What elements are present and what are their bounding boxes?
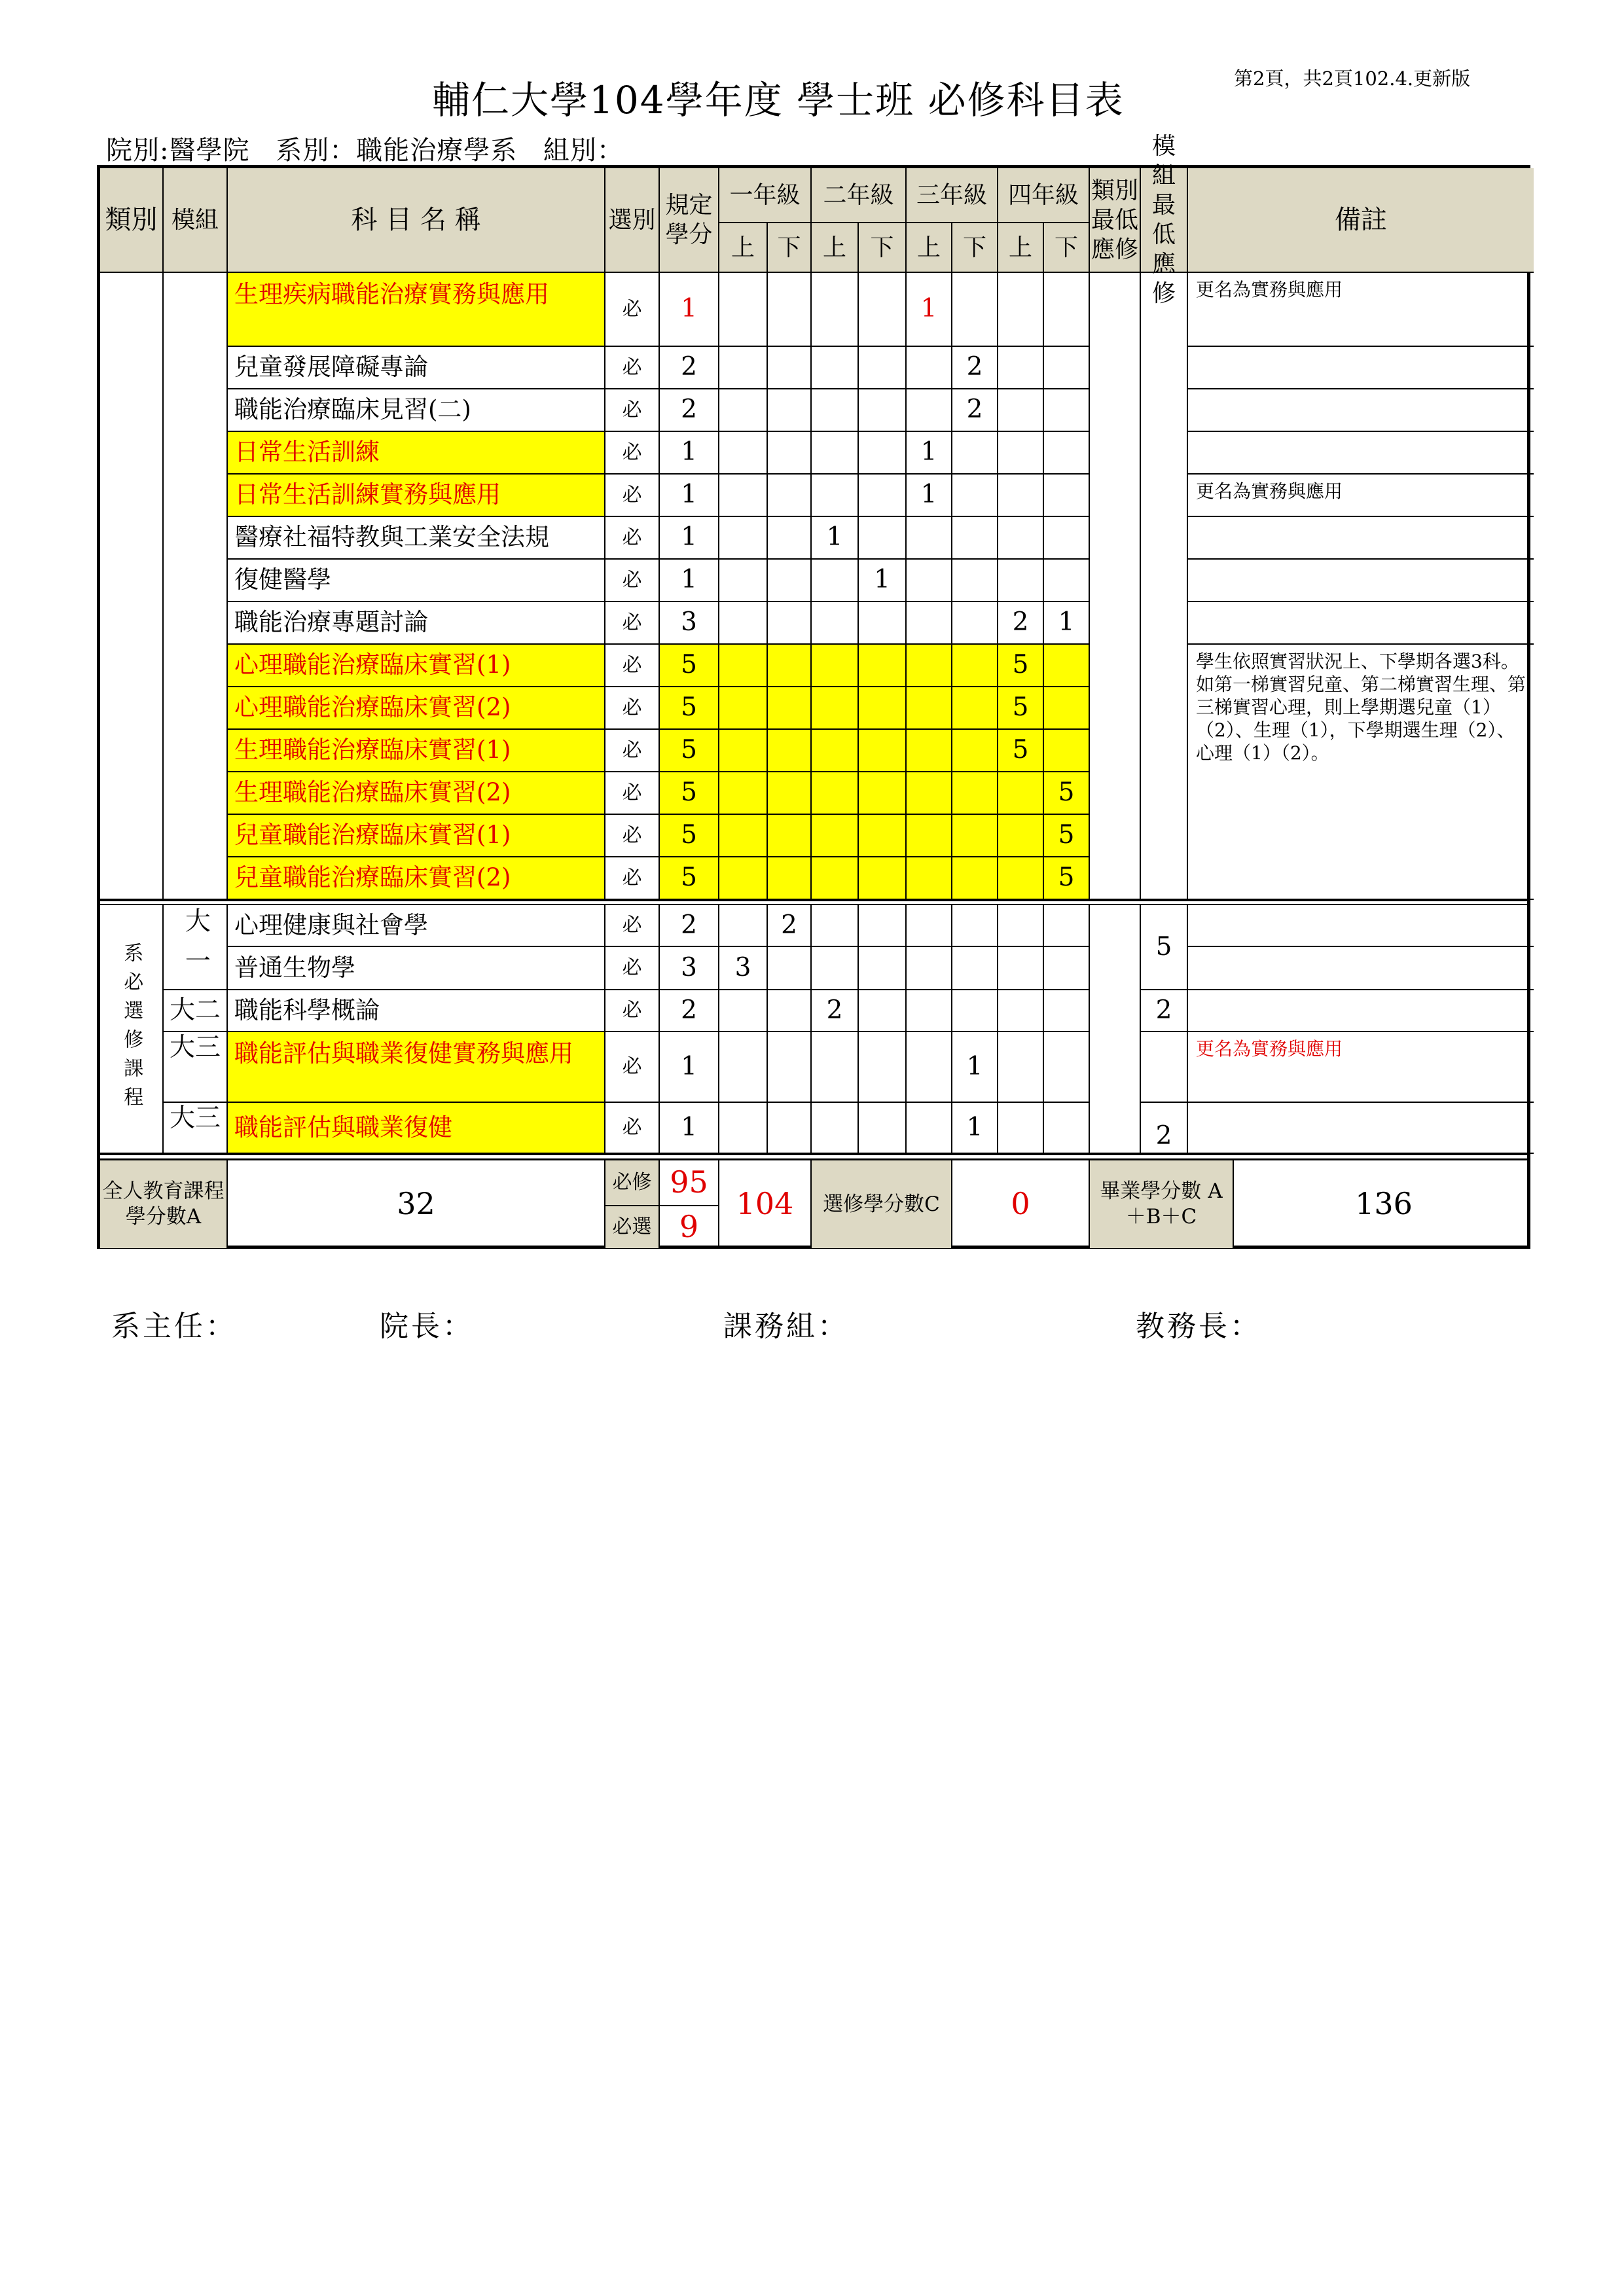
- semester-credit-cell: 2: [952, 347, 998, 389]
- semester-credit-cell: [952, 772, 998, 815]
- semester-credit-cell: [719, 560, 768, 602]
- elective-note: [1188, 1103, 1534, 1154]
- semester-credit-cell: 1: [907, 432, 952, 475]
- semester-credit-cell: [998, 1032, 1044, 1103]
- graduation-credits-value: 136: [1355, 1186, 1413, 1222]
- semester-credit-cell: [719, 389, 768, 432]
- course-credits: 5: [660, 857, 719, 900]
- semester-credit-cell: [859, 687, 907, 730]
- semester-credit-cell: 5: [1044, 815, 1090, 857]
- semester-credit-cell: [1044, 687, 1090, 730]
- signature-dept-head: 系主任：: [111, 1310, 237, 1343]
- module-min-blank: [1141, 273, 1188, 900]
- course-choice: 必: [605, 560, 660, 602]
- elective-module-year1: 大一: [164, 905, 228, 990]
- course-choice: 必: [605, 347, 660, 389]
- semester-credit-cell: [998, 560, 1044, 602]
- semester-credit-cell: [998, 432, 1044, 475]
- course-note: [1188, 602, 1534, 645]
- semester-credit-cell: [859, 273, 907, 347]
- semester-credit-cell: [859, 905, 907, 947]
- semester-credit-cell: [812, 602, 859, 645]
- course-choice: 必: [605, 1103, 660, 1154]
- internship-note: 學生依照實習狀況上、下學期各選3科。如第一梯實習兒童、第二梯實習生理、第三梯實習心理，則上學期選兒童（1）（2）、生理（1），下學期選生理（2）、心理（1）（2）。: [1188, 645, 1534, 900]
- course-choice: 必: [605, 772, 660, 815]
- elective-type-label: 系必選修課程: [100, 905, 164, 1154]
- semester-credit-cell: [812, 1032, 859, 1103]
- course-credits: 1: [660, 273, 719, 347]
- semester-credit-cell: [768, 1032, 812, 1103]
- graduation-credits-label: 畢業學分數 A＋B＋C: [1090, 1160, 1234, 1248]
- elective-module-min: 2: [1141, 990, 1188, 1032]
- semester-credit-cell: [907, 1032, 952, 1103]
- header-course-name: 科 目 名 稱: [228, 168, 605, 273]
- course-name: 醫療社福特教與工業安全法規: [228, 517, 605, 560]
- semester-credit-cell: [719, 602, 768, 645]
- header-credits: 規定學分: [660, 168, 719, 273]
- course-credits: 1: [660, 475, 719, 517]
- course-choice: 必: [605, 273, 660, 347]
- semester-credit-cell: [907, 389, 952, 432]
- course-note: 更名為實務與應用: [1188, 273, 1534, 347]
- course-credits: 2: [660, 905, 719, 947]
- course-credits: 3: [660, 602, 719, 645]
- course-note: [1188, 347, 1534, 389]
- semester-credit-cell: [768, 947, 812, 990]
- semester-credit-cell: [719, 347, 768, 389]
- semester-credit-cell: [998, 347, 1044, 389]
- semester-credit-cell: [998, 517, 1044, 560]
- course-note: [1188, 432, 1534, 475]
- course-choice: 必: [605, 517, 660, 560]
- semester-credit-cell: [812, 857, 859, 900]
- course-name: 生理疾病職能治療實務與應用: [228, 273, 605, 347]
- semester-credit-cell: [812, 389, 859, 432]
- semester-credit-cell: [812, 730, 859, 772]
- course-note: [1188, 389, 1534, 432]
- semester-credit-cell: [719, 645, 768, 687]
- course-credits: 1: [660, 517, 719, 560]
- course-name: 職能治療臨床見習(二): [228, 389, 605, 432]
- course-credits: 2: [660, 990, 719, 1032]
- semester-credit-cell: [812, 947, 859, 990]
- header-type-min: 類別最低應修: [1090, 168, 1141, 273]
- semester-credit-cell: [1044, 475, 1090, 517]
- required-elective-label: 必選: [605, 1206, 660, 1248]
- course-choice: 必: [605, 815, 660, 857]
- elective-credits-label: 選修學分數C: [812, 1160, 952, 1248]
- semester-credit-cell: [952, 432, 998, 475]
- semester-credit-cell: [1044, 389, 1090, 432]
- elective-type-min-blank: [1090, 905, 1141, 1154]
- course-choice: 必: [605, 1032, 660, 1103]
- semester-credit-cell: [1044, 947, 1090, 990]
- course-name: 職能評估與職業復健實務與應用: [228, 1032, 605, 1103]
- semester-credit-cell: [859, 517, 907, 560]
- section-separator: [100, 900, 1527, 905]
- course-name: 日常生活訓練實務與應用: [228, 475, 605, 517]
- semester-credit-cell: [859, 1103, 907, 1154]
- semester-credit-cell: [907, 347, 952, 389]
- semester-credit-cell: 1: [1044, 602, 1090, 645]
- course-name: 心理職能治療臨床實習(2): [228, 687, 605, 730]
- header-choice: 選別: [605, 168, 660, 273]
- course-name: 日常生活訓練: [228, 432, 605, 475]
- semester-credit-cell: [1044, 273, 1090, 347]
- semester-credit-cell: [1044, 560, 1090, 602]
- header-remarks: 備註: [1188, 168, 1534, 273]
- elective-note: 更名為實務與應用: [1188, 1032, 1534, 1103]
- semester-credit-cell: [859, 947, 907, 990]
- course-choice: 必: [605, 645, 660, 687]
- semester-credit-cell: [859, 645, 907, 687]
- elective-note: [1188, 905, 1534, 947]
- semester-credit-cell: [952, 560, 998, 602]
- semester-credit-cell: [952, 517, 998, 560]
- page-title: 輔仁大學104學年度 學士班 必修科目表: [432, 78, 1125, 122]
- semester-credit-cell: [768, 772, 812, 815]
- semester-credit-cell: [768, 389, 812, 432]
- college-label: 院別:醫學院: [106, 135, 250, 166]
- subtitle: [106, 130, 641, 167]
- semester-credit-cell: [998, 772, 1044, 815]
- semester-credit-cell: [768, 1103, 812, 1154]
- course-name: 生理職能治療臨床實習(2): [228, 772, 605, 815]
- header-sem-up: 上: [812, 223, 859, 273]
- course-credits: 1: [660, 1103, 719, 1154]
- semester-credit-cell: [859, 475, 907, 517]
- semester-credit-cell: [768, 517, 812, 560]
- course-choice: 必: [605, 602, 660, 645]
- course-credits: 1: [660, 1032, 719, 1103]
- semester-credit-cell: [907, 1103, 952, 1154]
- course-name: 職能科學概論: [228, 990, 605, 1032]
- header-year-4: 四年級: [998, 168, 1090, 223]
- header-year-3: 三年級: [907, 168, 998, 223]
- semester-credit-cell: [907, 517, 952, 560]
- semester-credit-cell: [768, 432, 812, 475]
- elective-module-min-blank: [1141, 1032, 1188, 1103]
- semester-credit-cell: [1044, 730, 1090, 772]
- semester-credit-cell: [859, 815, 907, 857]
- semester-credit-cell: 5: [998, 645, 1044, 687]
- header-sem-up: 上: [719, 223, 768, 273]
- required-value: 95: [660, 1160, 719, 1206]
- course-choice: 必: [605, 389, 660, 432]
- semester-credit-cell: 5: [1044, 857, 1090, 900]
- semester-credit-cell: [719, 990, 768, 1032]
- header-year-1: 一年級: [719, 168, 812, 223]
- course-note: [1188, 560, 1534, 602]
- semester-credit-cell: 2: [952, 389, 998, 432]
- semester-credit-cell: [812, 432, 859, 475]
- semester-credit-cell: [859, 602, 907, 645]
- course-name: 職能評估與職業復健: [228, 1103, 605, 1154]
- semester-credit-cell: [998, 273, 1044, 347]
- semester-credit-cell: 5: [998, 687, 1044, 730]
- semester-credit-cell: [907, 772, 952, 815]
- semester-credit-cell: 5: [1044, 772, 1090, 815]
- semester-credit-cell: [812, 475, 859, 517]
- page-info: 第2頁，共2頁102.4.更新版: [1234, 67, 1471, 90]
- semester-credit-cell: [998, 1103, 1044, 1154]
- course-choice: 必: [605, 947, 660, 990]
- course-name: 兒童職能治療臨床實習(1): [228, 815, 605, 857]
- type-column-blank: [100, 273, 164, 900]
- semester-credit-cell: [719, 905, 768, 947]
- semester-credit-cell: [812, 687, 859, 730]
- general-credits-label: 全人教育課程學分數A: [100, 1160, 228, 1248]
- course-note: [1188, 517, 1534, 560]
- semester-credit-cell: [952, 905, 998, 947]
- semester-credit-cell: [952, 602, 998, 645]
- semester-credit-cell: [859, 857, 907, 900]
- required-label: 必修: [605, 1160, 660, 1206]
- signature-course-office: 課務組：: [723, 1310, 849, 1343]
- semester-credit-cell: [1044, 432, 1090, 475]
- semester-credit-cell: 2: [812, 990, 859, 1032]
- summary-separator: [100, 1154, 1527, 1160]
- semester-credit-cell: [859, 990, 907, 1032]
- header-type: 類別: [100, 168, 164, 273]
- elective-note: [1188, 990, 1534, 1032]
- semester-credit-cell: [768, 990, 812, 1032]
- semester-credit-cell: [859, 772, 907, 815]
- course-credits: 1: [660, 432, 719, 475]
- semester-credit-cell: [1044, 905, 1090, 947]
- semester-credit-cell: 1: [859, 560, 907, 602]
- semester-credit-cell: [812, 560, 859, 602]
- semester-credit-cell: [719, 1103, 768, 1154]
- semester-credit-cell: [719, 475, 768, 517]
- semester-credit-cell: [907, 687, 952, 730]
- module-column-blank: [164, 273, 228, 900]
- course-choice: 必: [605, 990, 660, 1032]
- semester-credit-cell: [768, 347, 812, 389]
- course-choice: 必: [605, 857, 660, 900]
- course-name: 普通生物學: [228, 947, 605, 990]
- semester-credit-cell: [907, 815, 952, 857]
- semester-credit-cell: [768, 602, 812, 645]
- elective-note: [1188, 947, 1534, 990]
- course-name: 職能治療專題討論: [228, 602, 605, 645]
- semester-credit-cell: [998, 389, 1044, 432]
- semester-credit-cell: [812, 815, 859, 857]
- semester-credit-cell: [952, 815, 998, 857]
- dept-total-credits: 104: [719, 1160, 812, 1248]
- course-choice: 必: [605, 905, 660, 947]
- header-module: 模組: [164, 168, 228, 273]
- semester-credit-cell: [768, 815, 812, 857]
- elective-module-year3: 大三: [164, 1103, 228, 1154]
- semester-credit-cell: [998, 815, 1044, 857]
- semester-credit-cell: [907, 560, 952, 602]
- course-credits: 3: [660, 947, 719, 990]
- semester-credit-cell: [719, 1032, 768, 1103]
- header-sem-up: 上: [998, 223, 1044, 273]
- elective-module-year2: 大二: [164, 990, 228, 1032]
- course-choice: 必: [605, 475, 660, 517]
- semester-credit-cell: [768, 273, 812, 347]
- semester-credit-cell: [907, 645, 952, 687]
- semester-credit-cell: [719, 815, 768, 857]
- header-sem-down: 下: [1044, 223, 1090, 273]
- semester-credit-cell: [952, 990, 998, 1032]
- semester-credit-cell: [1044, 347, 1090, 389]
- semester-credit-cell: [719, 857, 768, 900]
- semester-credit-cell: [719, 772, 768, 815]
- semester-credit-cell: 1: [952, 1032, 998, 1103]
- semester-credit-cell: [719, 687, 768, 730]
- semester-credit-cell: [907, 602, 952, 645]
- elective-module-year3: 大三: [164, 1032, 228, 1103]
- semester-credit-cell: [907, 905, 952, 947]
- semester-credit-cell: [719, 432, 768, 475]
- semester-credit-cell: 3: [719, 947, 768, 990]
- semester-credit-cell: [768, 645, 812, 687]
- semester-credit-cell: [719, 730, 768, 772]
- course-name: 心理職能治療臨床實習(1): [228, 645, 605, 687]
- header-year-2: 二年級: [812, 168, 907, 223]
- semester-credit-cell: [768, 857, 812, 900]
- signature-dean: 院長：: [380, 1310, 474, 1343]
- header-sem-down: 下: [952, 223, 998, 273]
- semester-credit-cell: 2: [998, 602, 1044, 645]
- semester-credit-cell: [719, 517, 768, 560]
- course-credits: 5: [660, 645, 719, 687]
- semester-credit-cell: [812, 905, 859, 947]
- dept-label: 系別：職能治療學系: [276, 135, 518, 166]
- semester-credit-cell: [952, 645, 998, 687]
- semester-credit-cell: [952, 475, 998, 517]
- semester-credit-cell: [1044, 1032, 1090, 1103]
- semester-credit-cell: [907, 947, 952, 990]
- semester-credit-cell: [859, 432, 907, 475]
- semester-credit-cell: [907, 857, 952, 900]
- course-name: 兒童職能治療臨床實習(2): [228, 857, 605, 900]
- header-sem-down: 下: [859, 223, 907, 273]
- elective-credits-value: 0: [952, 1160, 1090, 1248]
- semester-credit-cell: [998, 857, 1044, 900]
- header-sem-up: 上: [907, 223, 952, 273]
- general-credits-value: 32: [228, 1160, 605, 1248]
- semester-credit-cell: [812, 1103, 859, 1154]
- semester-credit-cell: [859, 730, 907, 772]
- semester-credit-cell: [768, 475, 812, 517]
- semester-credit-cell: [998, 475, 1044, 517]
- semester-credit-cell: [1044, 517, 1090, 560]
- semester-credit-cell: [998, 947, 1044, 990]
- type-min-blank: [1090, 273, 1141, 900]
- course-choice: 必: [605, 730, 660, 772]
- semester-credit-cell: [952, 730, 998, 772]
- semester-credit-cell: [859, 1032, 907, 1103]
- semester-credit-cell: 5: [998, 730, 1044, 772]
- course-credits: 2: [660, 389, 719, 432]
- semester-credit-cell: [1044, 990, 1090, 1032]
- course-name: 生理職能治療臨床實習(1): [228, 730, 605, 772]
- course-credits: 2: [660, 347, 719, 389]
- semester-credit-cell: [859, 389, 907, 432]
- semester-credit-cell: [768, 687, 812, 730]
- course-choice: 必: [605, 432, 660, 475]
- semester-credit-cell: [812, 772, 859, 815]
- elective-module-min: 5: [1141, 905, 1188, 990]
- semester-credit-cell: [1044, 1103, 1090, 1154]
- semester-credit-cell: 1: [907, 475, 952, 517]
- course-credits: 5: [660, 730, 719, 772]
- semester-credit-cell: [812, 645, 859, 687]
- signature-academic-affairs: 教務長：: [1136, 1310, 1261, 1343]
- semester-credit-cell: 1: [952, 1103, 998, 1154]
- elective-module-min: 2: [1141, 1103, 1188, 1154]
- semester-credit-cell: [859, 347, 907, 389]
- semester-credit-cell: 1: [907, 273, 952, 347]
- course-credits: 5: [660, 815, 719, 857]
- semester-credit-cell: [907, 990, 952, 1032]
- course-credits: 5: [660, 687, 719, 730]
- semester-credit-cell: [952, 857, 998, 900]
- semester-credit-cell: [952, 687, 998, 730]
- semester-credit-cell: [768, 560, 812, 602]
- header-module-min: 模組最低應修: [1141, 168, 1188, 273]
- course-choice: 必: [605, 687, 660, 730]
- course-credits: 1: [660, 560, 719, 602]
- course-note: 更名為實務與應用: [1188, 475, 1534, 517]
- course-credits: 5: [660, 772, 719, 815]
- header-sem-down: 下: [768, 223, 812, 273]
- semester-credit-cell: 2: [768, 905, 812, 947]
- group-label: 組別：: [543, 135, 624, 166]
- required-elective-value: 9: [660, 1206, 719, 1248]
- semester-credit-cell: [907, 730, 952, 772]
- semester-credit-cell: [952, 947, 998, 990]
- semester-credit-cell: [812, 347, 859, 389]
- semester-credit-cell: [1044, 645, 1090, 687]
- course-name: 兒童發展障礙專論: [228, 347, 605, 389]
- semester-credit-cell: [998, 990, 1044, 1032]
- semester-credit-cell: [719, 273, 768, 347]
- semester-credit-cell: [768, 730, 812, 772]
- course-name: 復健醫學: [228, 560, 605, 602]
- semester-credit-cell: [998, 905, 1044, 947]
- semester-credit-cell: [812, 273, 859, 347]
- semester-credit-cell: [952, 273, 998, 347]
- course-name: 心理健康與社會學: [228, 905, 605, 947]
- semester-credit-cell: 1: [812, 517, 859, 560]
